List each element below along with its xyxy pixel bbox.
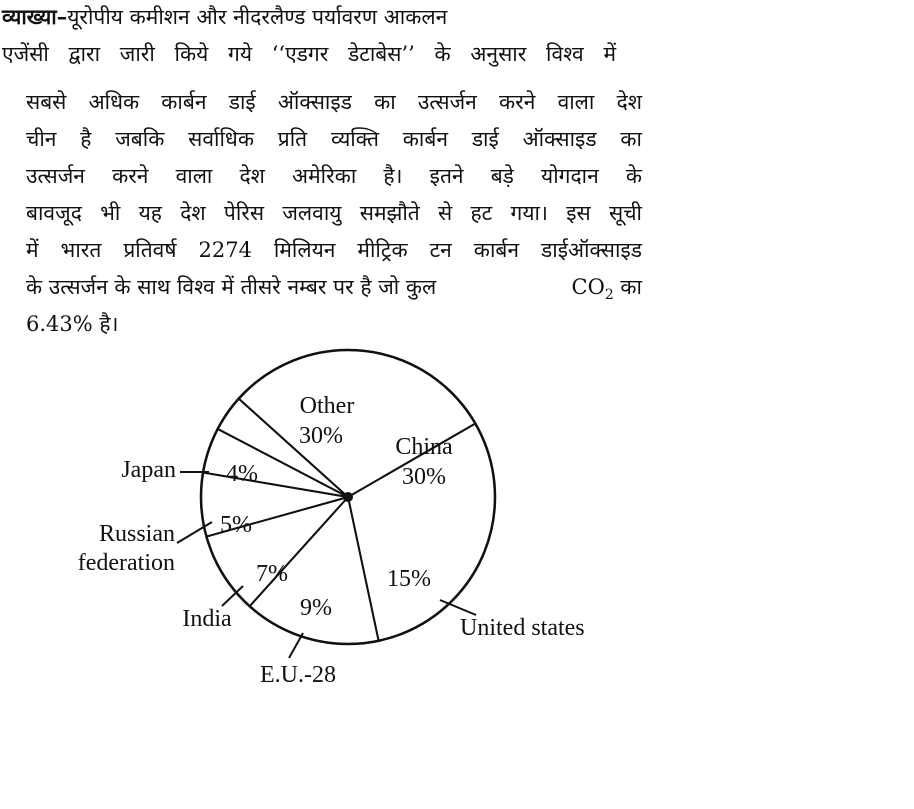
leader-eu [289, 633, 303, 658]
explanation-line-3: सबसे अधिक कार्बन डाई ऑक्साइड का उत्सर्जन करने वाला देश [26, 90, 642, 114]
label-india: India [182, 606, 232, 632]
explanation-line-5: उत्सर्जन करने वाला देश अमेरिका है। इतने बड़े योगदान के [26, 164, 642, 188]
label-china-value: 30% [402, 464, 446, 490]
label-russian-line1: Russian [98, 521, 175, 547]
explanation-line8-suffix: का [620, 275, 642, 299]
label-eu-value: 9% [300, 595, 332, 621]
label-us: United states [460, 615, 585, 641]
explanation-line-6: बावजूद भी यह देश पेरिस जलवायु समझौते से हट गया। इस सूची [26, 201, 642, 225]
emissions-pie-chart [0, 330, 914, 809]
explanation-line-1 [2, 2, 616, 32]
explanation-line-4: चीन है जबकि सर्वाधिक प्रति व्यक्ति कार्बन डाई ऑक्साइड का [26, 127, 642, 151]
label-india-value: 7% [256, 561, 288, 587]
explanation-heading: व्याख्या– [2, 4, 68, 29]
explanation-line-7: में भारत प्रतिवर्ष 2274 मिलियन मीट्रिक टन कार्बन डाईऑक्साइड [26, 238, 642, 262]
co2-subscript: 2 [604, 287, 614, 304]
explanation-text-1: यूरोपीय कमीशन और नीदरलैण्ड पर्यावरण आकलन [67, 5, 448, 29]
label-russian-line2: federation [77, 550, 175, 576]
label-russia-value: 5% [220, 512, 252, 538]
label-eu: E.U.-28 [260, 662, 336, 688]
co2-formula [572, 272, 642, 310]
label-japan: Japan [121, 457, 176, 483]
explanation-line-8 [26, 272, 642, 310]
label-japan-value: 4% [226, 461, 258, 487]
pie-center-dot [343, 492, 353, 502]
explanation-line-9: 6.43% है। [26, 312, 119, 336]
label-china-name: China [395, 434, 453, 460]
label-other-name: Other [299, 393, 355, 419]
co2-main: CO [571, 275, 605, 299]
explanation-text-8: के उत्सर्जन के साथ विश्व में तीसरे नम्बर पर है जो कुल [26, 275, 437, 299]
label-us-value: 15% [387, 566, 431, 592]
explanation-line-2: एजेंसी द्वारा जारी किये गये ‘‘एडगर डेटाबेस’’ के अनुसार विश्व में [2, 42, 616, 66]
label-other-value: 30% [299, 423, 343, 449]
